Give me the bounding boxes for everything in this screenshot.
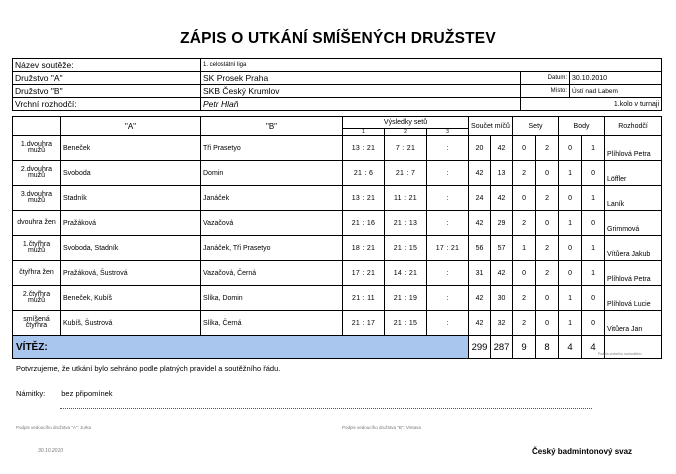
match-set-2[interactable]: 21 : 13 — [385, 211, 427, 236]
match-row — [13, 136, 662, 161]
date-value[interactable]: 30.10.2010 — [570, 72, 662, 85]
match-sets-b[interactable]: 0 — [536, 161, 559, 186]
match-referee[interactable]: Plíhlová Petra — [605, 136, 662, 161]
document-title: ZÁPIS O UTKÁNÍ SMÍŠENÝCH DRUŽSTEV — [180, 30, 496, 47]
team-b-row — [13, 85, 662, 98]
set-2-header: 2 — [385, 129, 427, 136]
match-body-a[interactable]: 1 — [559, 286, 582, 311]
match-row — [13, 286, 662, 311]
footer-date: 30.10.2010 — [38, 448, 64, 454]
match-player-b[interactable]: Domin — [201, 161, 343, 186]
match-body-b[interactable]: 0 — [582, 286, 605, 311]
match-sets-a[interactable]: 2 — [513, 211, 536, 236]
match-points-header: Body — [559, 117, 605, 136]
place-label: Místo: — [521, 85, 570, 98]
match-body-a[interactable]: 1 — [559, 211, 582, 236]
team-a-label: Družstvo "A" — [13, 72, 201, 85]
match-points-b[interactable]: 57 — [491, 236, 513, 261]
match-player-b[interactable]: Vazačová, Černá — [201, 261, 343, 286]
match-referee[interactable]: Grimmová — [605, 211, 662, 236]
match-body-a[interactable]: 0 — [559, 186, 582, 211]
match-body-b[interactable]: 0 — [582, 211, 605, 236]
match-set-1[interactable]: 21 : 6 — [343, 161, 385, 186]
match-set-1[interactable]: 21 : 17 — [343, 311, 385, 336]
results-table — [12, 116, 662, 359]
match-set-2[interactable]: 7 : 21 — [385, 136, 427, 161]
match-points-a[interactable]: 31 — [469, 261, 491, 286]
match-sets-a[interactable]: 2 — [513, 286, 536, 311]
referee-signature-note: Podpis vrchního rozhodčího — [598, 352, 642, 356]
match-sets-a[interactable]: 2 — [513, 161, 536, 186]
set-1-header: 1 — [343, 129, 385, 136]
match-points-b[interactable]: 13 — [491, 161, 513, 186]
match-set-2[interactable]: 21 : 15 — [385, 311, 427, 336]
match-discipline: 2.čtyřhra mužů — [13, 286, 61, 311]
match-discipline: 1.čtyřhra mužů — [13, 236, 61, 261]
match-player-a[interactable]: Svoboda, Stadník — [61, 236, 201, 261]
referee-label: Vrchní rozhodčí: — [13, 98, 201, 111]
match-set-3[interactable]: : — [427, 136, 469, 161]
team-b-value[interactable]: SKB Český Krumlov — [201, 85, 521, 98]
points-header: Součet míčů — [469, 117, 513, 136]
match-discipline: čtyřhra žen — [13, 261, 61, 286]
match-set-3[interactable]: : — [427, 211, 469, 236]
match-referee[interactable]: Laník — [605, 186, 662, 211]
match-player-a[interactable]: Pražáková — [61, 211, 201, 236]
match-discipline: dvouhra žen — [13, 211, 61, 236]
competition-value[interactable]: 1. celostátní liga — [201, 59, 662, 72]
results-header-row — [13, 117, 662, 129]
match-set-3[interactable]: : — [427, 186, 469, 211]
remarks-value[interactable]: bez připomínek — [61, 389, 113, 398]
match-points-a[interactable]: 56 — [469, 236, 491, 261]
match-set-2[interactable]: 21 : 7 — [385, 161, 427, 186]
match-sets-b[interactable]: 0 — [536, 311, 559, 336]
match-points-a[interactable]: 42 — [469, 211, 491, 236]
match-set-3[interactable]: : — [427, 261, 469, 286]
disc-header — [13, 117, 61, 136]
match-body-b[interactable]: 1 — [582, 136, 605, 161]
match-sets-b[interactable]: 0 — [536, 211, 559, 236]
match-row — [13, 236, 662, 261]
match-player-a[interactable]: Kubíš, Šustrová — [61, 311, 201, 336]
match-discipline: 1.dvouhra mužů — [13, 136, 61, 161]
match-discipline: 3.dvouhra mužů — [13, 186, 61, 211]
match-body-a[interactable]: 1 — [559, 161, 582, 186]
match-sets-b[interactable]: 2 — [536, 186, 559, 211]
match-set-1[interactable]: 18 : 21 — [343, 236, 385, 261]
match-sets-a[interactable]: 1 — [513, 236, 536, 261]
match-player-a[interactable]: Pražáková, Šustrová — [61, 261, 201, 286]
place-note: 1.kolo v turnaji — [570, 98, 662, 111]
team-b-column-header: "B" — [201, 117, 343, 136]
winner-row — [13, 336, 662, 359]
match-body-a[interactable]: 0 — [559, 136, 582, 161]
match-sets-b[interactable]: 0 — [536, 286, 559, 311]
team-a-row — [13, 72, 662, 85]
match-points-b[interactable]: 42 — [491, 136, 513, 161]
team-b-label: Družstvo "B" — [13, 85, 201, 98]
match-sets-a[interactable]: 0 — [513, 136, 536, 161]
match-set-2[interactable]: 21 : 19 — [385, 286, 427, 311]
sets-total-header: Sety — [513, 117, 559, 136]
match-player-b[interactable]: Tři Prasetyo — [201, 136, 343, 161]
set-3-header: 3 — [427, 129, 469, 136]
match-set-3[interactable]: : — [427, 161, 469, 186]
match-referee[interactable]: Vitůera Jan — [605, 311, 662, 336]
match-player-b[interactable]: Slíka, Černá — [201, 311, 343, 336]
sets-header: Výsledky setů — [343, 117, 469, 129]
team-a-column-header: "A" — [61, 117, 201, 136]
match-points-b[interactable]: 30 — [491, 286, 513, 311]
referee-column-header: Rozhodčí — [605, 117, 662, 136]
match-player-b[interactable]: Janáček — [201, 186, 343, 211]
match-points-a[interactable]: 42 — [469, 161, 491, 186]
referee-value[interactable]: Petr Hlaň — [201, 98, 521, 111]
winner-sets-b: 8 — [536, 336, 559, 359]
match-set-3[interactable]: : — [427, 311, 469, 336]
match-set-1[interactable]: 13 : 21 — [343, 186, 385, 211]
match-points-a[interactable]: 42 — [469, 286, 491, 311]
match-row — [13, 211, 662, 236]
winner-label: VÍTĚZ: — [13, 336, 469, 359]
match-body-b[interactable]: 0 — [582, 161, 605, 186]
footer-organization: Český badmintonový svaz — [532, 447, 633, 456]
match-body-b[interactable]: 1 — [582, 261, 605, 286]
match-player-a[interactable]: Beneček — [61, 136, 201, 161]
match-body-b[interactable]: 0 — [582, 311, 605, 336]
match-player-a[interactable]: Beneček, Kubíš — [61, 286, 201, 311]
match-set-1[interactable]: 17 : 21 — [343, 261, 385, 286]
remarks-dotted-line — [60, 408, 592, 409]
match-points-a[interactable]: 24 — [469, 186, 491, 211]
match-sets-a[interactable]: 2 — [513, 311, 536, 336]
match-row — [13, 161, 662, 186]
match-points-a[interactable]: 42 — [469, 311, 491, 336]
match-player-b[interactable]: Vazačová — [201, 211, 343, 236]
match-points-b[interactable]: 42 — [491, 186, 513, 211]
match-set-1[interactable]: 13 : 21 — [343, 136, 385, 161]
match-discipline: 2.dvouhra mužů — [13, 161, 61, 186]
match-row — [13, 311, 662, 336]
winner-body-a: 4 — [559, 336, 582, 359]
match-set-3[interactable]: : — [427, 286, 469, 311]
remarks — [16, 389, 113, 398]
match-player-a[interactable]: Svoboda — [61, 161, 201, 186]
competition-label: Název soutěže: — [13, 59, 201, 72]
match-points-b[interactable]: 29 — [491, 211, 513, 236]
winner-points-b: 287 — [491, 336, 513, 359]
match-referee[interactable]: Plíhlová Lucie — [605, 286, 662, 311]
referee-row — [13, 98, 662, 111]
match-set-3[interactable]: 17 : 21 — [427, 236, 469, 261]
date-label: Datum: — [521, 72, 570, 85]
match-sets-a[interactable]: 0 — [513, 261, 536, 286]
match-referee[interactable]: Löffler — [605, 161, 662, 186]
match-body-b[interactable]: 1 — [582, 236, 605, 261]
match-player-a[interactable]: Stadník — [61, 186, 201, 211]
match-set-2[interactable]: 11 : 21 — [385, 186, 427, 211]
place-value[interactable]: Ústí nad Labem — [570, 85, 662, 98]
match-set-2[interactable]: 21 : 15 — [385, 236, 427, 261]
match-body-a[interactable]: 0 — [559, 261, 582, 286]
confirmation-text: Potvrzujeme, že utkání bylo sehráno podle platných pravidel a soutěžního řádu. — [16, 364, 281, 373]
match-points-a[interactable]: 20 — [469, 136, 491, 161]
team-a-value[interactable]: SK Prosek Praha — [201, 72, 521, 85]
match-sets-b[interactable]: 2 — [536, 136, 559, 161]
winner-points-a: 299 — [469, 336, 491, 359]
match-sets-a[interactable]: 0 — [513, 186, 536, 211]
match-referee[interactable]: Plíhlová Petra — [605, 261, 662, 286]
match-points-b[interactable]: 42 — [491, 261, 513, 286]
match-set-1[interactable]: 21 : 16 — [343, 211, 385, 236]
match-body-b[interactable]: 1 — [582, 186, 605, 211]
match-set-1[interactable]: 21 : 11 — [343, 286, 385, 311]
winner-body-b: 4 — [582, 336, 605, 359]
match-sets-b[interactable]: 2 — [536, 236, 559, 261]
match-set-2[interactable]: 14 : 21 — [385, 261, 427, 286]
match-body-a[interactable]: 1 — [559, 311, 582, 336]
match-sets-b[interactable]: 2 — [536, 261, 559, 286]
place-spacer — [521, 98, 570, 111]
signature-team-a: Podpis vedoucího družstva "A": Jurka — [16, 425, 91, 430]
match-body-a[interactable]: 0 — [559, 236, 582, 261]
match-player-b[interactable]: Janáček, Tři Prasetyo — [201, 236, 343, 261]
match-row — [13, 261, 662, 286]
header-form — [12, 58, 662, 111]
winner-sets-a: 9 — [513, 336, 536, 359]
match-points-b[interactable]: 32 — [491, 311, 513, 336]
remarks-label: Námitky: — [16, 389, 46, 398]
match-row — [13, 186, 662, 211]
signature-team-b: Podpis vedoucího družstva "B": Vintava — [342, 425, 421, 430]
match-player-b[interactable]: Slíka, Domin — [201, 286, 343, 311]
competition-row — [13, 59, 662, 72]
match-referee[interactable]: Vítůera Jakub — [605, 236, 662, 261]
match-discipline: smíšená čtyřhra — [13, 311, 61, 336]
